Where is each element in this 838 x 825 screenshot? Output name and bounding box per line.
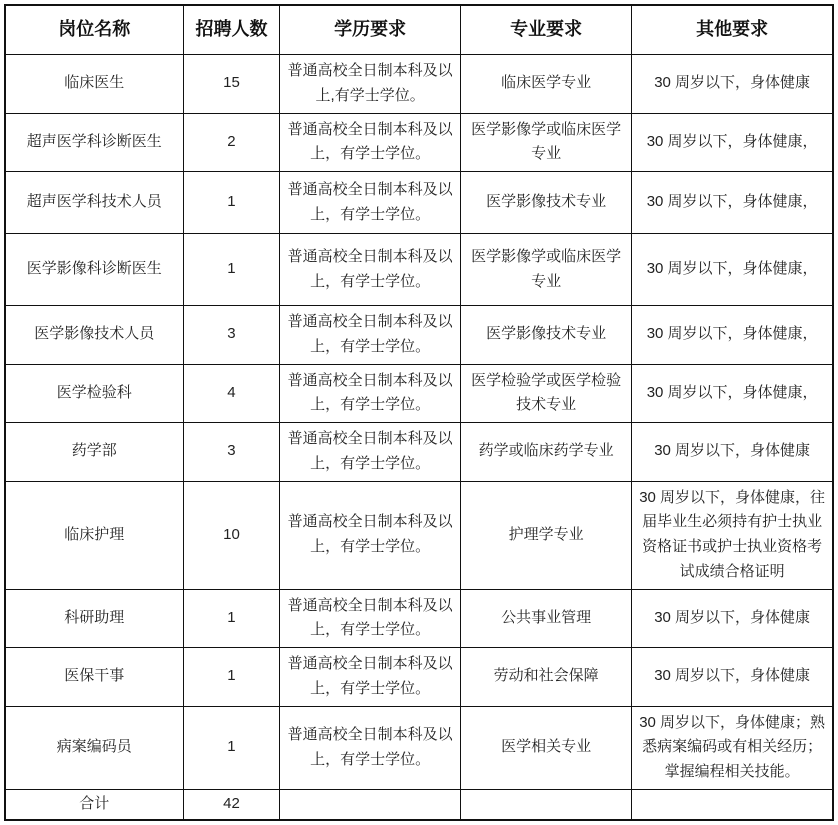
header-other: 其他要求 <box>632 5 833 55</box>
cell-other: 30 周岁以下，身体健康， <box>632 113 833 172</box>
cell-other: 30 周岁以下，身体健康， <box>632 172 833 234</box>
table-footer <box>5 789 833 819</box>
cell-major: 劳动和社会保障 <box>460 648 631 707</box>
header-major: 专业要求 <box>460 5 631 55</box>
cell-education: 普通高校全日制本科及以上,有学士学位。 <box>280 55 461 114</box>
cell-count: 1 <box>183 648 280 707</box>
cell-education: 普通高校全日制本科及以上，有学士学位。 <box>280 306 461 365</box>
table-row <box>5 55 833 114</box>
cell-position: 医学检验科 <box>5 364 183 423</box>
header-count: 招聘人数 <box>183 5 280 55</box>
cell-position: 医学影像科诊断医生 <box>5 234 183 306</box>
cell-other: 30 周岁以下，身体健康，往届毕业生必须持有护士执业资格证书或护士执业资格考试成绩合格证明 <box>632 481 833 589</box>
cell-major: 医学相关专业 <box>460 706 631 789</box>
table-row <box>5 423 833 482</box>
cell-major: 药学或临床药学专业 <box>460 423 631 482</box>
cell-education: 普通高校全日制本科及以上，有学士学位。 <box>280 234 461 306</box>
cell-count: 2 <box>183 113 280 172</box>
table-row <box>5 364 833 423</box>
cell-major: 公共事业管理 <box>460 589 631 648</box>
cell-major: 医学影像技术专业 <box>460 306 631 365</box>
table-row <box>5 706 833 789</box>
cell-education: 普通高校全日制本科及以上，有学士学位。 <box>280 648 461 707</box>
cell-other: 30 周岁以下，身体健康；熟悉病案编码或有相关经历；掌握编程相关技能。 <box>632 706 833 789</box>
cell-education: 普通高校全日制本科及以上，有学士学位。 <box>280 172 461 234</box>
cell-count: 1 <box>183 589 280 648</box>
cell-position: 临床医生 <box>5 55 183 114</box>
cell-other: 30 周岁以下，身体健康 <box>632 589 833 648</box>
table-row <box>5 113 833 172</box>
recruitment-table <box>4 4 834 821</box>
cell-position: 病案编码员 <box>5 706 183 789</box>
table-header <box>5 5 833 55</box>
header-education: 学历要求 <box>280 5 461 55</box>
total-count: 42 <box>183 789 280 819</box>
cell-education: 普通高校全日制本科及以上，有学士学位。 <box>280 589 461 648</box>
cell-position: 超声医学科技术人员 <box>5 172 183 234</box>
cell-count: 15 <box>183 55 280 114</box>
cell-education: 普通高校全日制本科及以上，有学士学位。 <box>280 113 461 172</box>
table-body <box>5 55 833 790</box>
cell-count: 1 <box>183 234 280 306</box>
header-position: 岗位名称 <box>5 5 183 55</box>
cell-other: 30 周岁以下，身体健康， <box>632 234 833 306</box>
cell-other: 30 周岁以下，身体健康， <box>632 364 833 423</box>
cell-count: 1 <box>183 706 280 789</box>
table-row <box>5 234 833 306</box>
cell-other: 30 周岁以下，身体健康 <box>632 55 833 114</box>
cell-education: 普通高校全日制本科及以上，有学士学位。 <box>280 481 461 589</box>
cell-other: 30 周岁以下，身体健康 <box>632 423 833 482</box>
cell-count: 1 <box>183 172 280 234</box>
total-row <box>5 789 833 819</box>
cell-major: 护理学专业 <box>460 481 631 589</box>
cell-position: 医学影像技术人员 <box>5 306 183 365</box>
cell-major: 临床医学专业 <box>460 55 631 114</box>
cell-other: 30 周岁以下，身体健康， <box>632 306 833 365</box>
cell-major: 医学影像学或临床医学专业 <box>460 234 631 306</box>
total-education-empty <box>280 789 461 819</box>
cell-major: 医学影像学或临床医学专业 <box>460 113 631 172</box>
cell-education: 普通高校全日制本科及以上，有学士学位。 <box>280 364 461 423</box>
cell-major: 医学影像技术专业 <box>460 172 631 234</box>
header-row <box>5 5 833 55</box>
table-row <box>5 306 833 365</box>
total-label: 合计 <box>5 789 183 819</box>
cell-count: 10 <box>183 481 280 589</box>
total-other-empty <box>632 789 833 819</box>
total-major-empty <box>460 789 631 819</box>
table-row <box>5 589 833 648</box>
table-row <box>5 172 833 234</box>
cell-other: 30 周岁以下，身体健康 <box>632 648 833 707</box>
cell-position: 科研助理 <box>5 589 183 648</box>
cell-position: 医保干事 <box>5 648 183 707</box>
cell-education: 普通高校全日制本科及以上，有学士学位。 <box>280 423 461 482</box>
cell-count: 3 <box>183 423 280 482</box>
cell-count: 3 <box>183 306 280 365</box>
table-row <box>5 481 833 589</box>
cell-position: 超声医学科诊断医生 <box>5 113 183 172</box>
cell-position: 药学部 <box>5 423 183 482</box>
cell-major: 医学检验学或医学检验技术专业 <box>460 364 631 423</box>
cell-count: 4 <box>183 364 280 423</box>
cell-position: 临床护理 <box>5 481 183 589</box>
table-row <box>5 648 833 707</box>
cell-education: 普通高校全日制本科及以上，有学士学位。 <box>280 706 461 789</box>
